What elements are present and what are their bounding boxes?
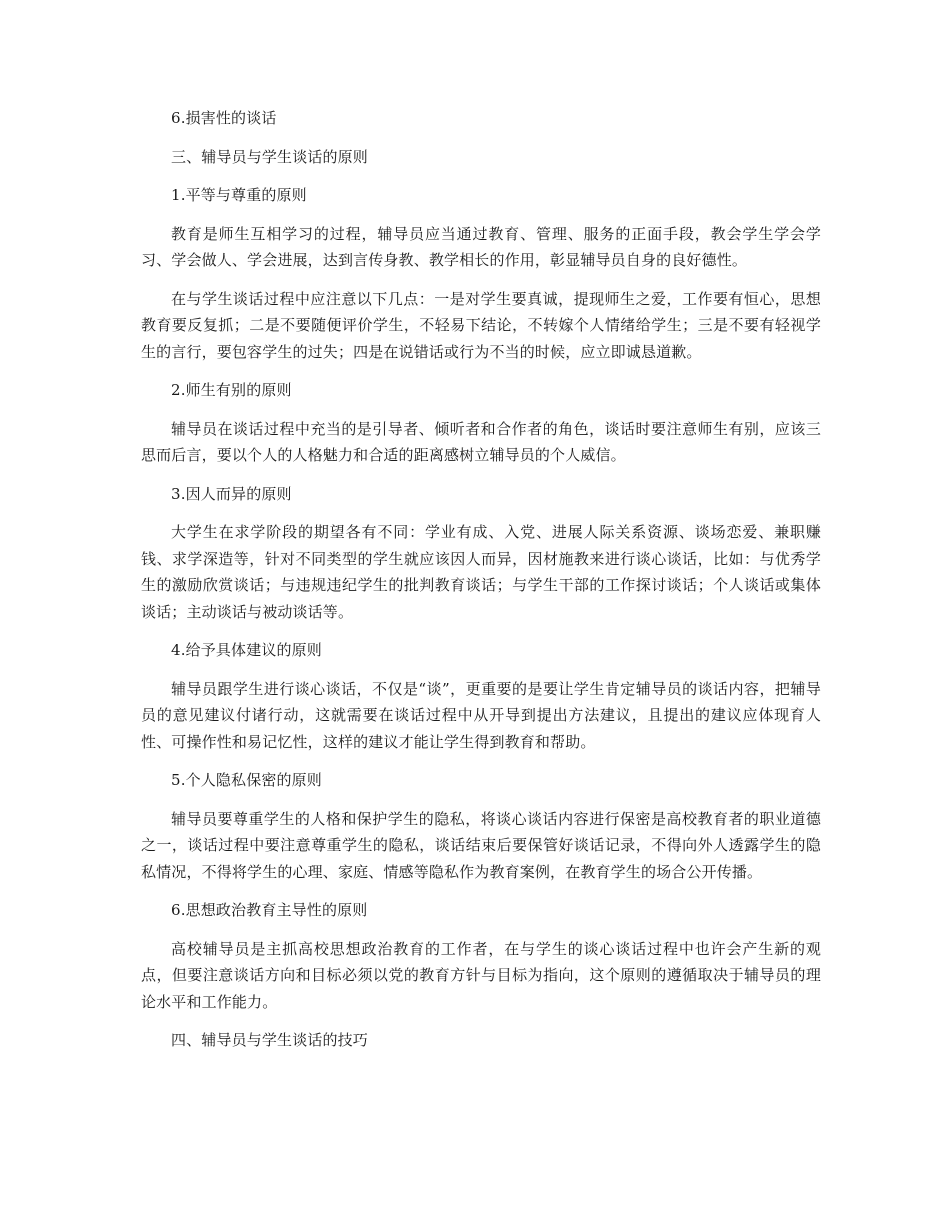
document-page	[141, 105, 821, 1066]
paragraph: 大学生在求学阶段的期望各有不同：学业有成、入党、进展人际关系资源、谈场恋爱、兼职赚钱、求学深造等，针对不同类型的学生就应该因人而异，因材施教来进行谈心谈话，比如：与优秀学生的激励欣赏谈话；与违规违纪学生的批判教育谈话；与学生干部的工作探讨谈话；个人谈话或集体谈话；主动谈话与被动谈话等。	[141, 523, 821, 621]
section-heading: 3.因人而异的原则	[171, 484, 292, 503]
paragraph: 辅导员跟学生进行谈心谈话，不仅是“谈”，更重要的是要让学生肯定辅导员的谈话内容，把辅导员的意见建议付诸行动，这就需要在谈话过程中从开导到提出方法建议，且提出的建议应体现育人性、可操作性和易记忆性，这样的建议才能让学生得到教育和帮助。	[141, 679, 821, 751]
section-heading: 6.损害性的谈话	[171, 109, 277, 127]
section-heading: 5.个人隐私保密的原则	[171, 771, 322, 789]
section-heading: 三、辅导员与学生谈话的原则	[171, 147, 368, 166]
section-heading: 4.给予具体建议的原则	[171, 641, 322, 659]
section-heading: 四、辅导员与学生谈话的技巧	[171, 1031, 368, 1049]
section-heading: 6.思想政治教育主导性的原则	[171, 901, 368, 919]
paragraph: 在与学生谈话过程中应注意以下几点：一是对学生要真诚，提现师生之爱，工作要有恒心，思想教育要反复抓；二是不要随便评价学生，不轻易下结论，不转嫁个人情绪给学生；三是不要有轻视学生的言行，要包容学生的过失；四是在说错话或行为不当的时候，应立即诚恳道歉。	[141, 289, 821, 361]
section-heading: 1.平等与尊重的原则	[171, 186, 307, 204]
paragraph: 辅导员要尊重学生的人格和保护学生的隐私，将谈心谈话内容进行保密是高校教育者的职业道德之一，谈话过程中要注意尊重学生的隐私，谈话结束后要保管好谈话记录，不得向外人透露学生的隐私情况，不得将学生的心理、家庭、情感等隐私作为教育案例，在教育学生的场合公开传播。	[141, 809, 821, 881]
section-heading: 2.师生有别的原则	[171, 381, 292, 399]
paragraph: 辅导员在谈话过程中充当的是引导者、倾听者和合作者的角色，谈话时要注意师生有别，应该三思而后言，要以个人的人格魅力和合适的距离感树立辅导员的个人威信。	[141, 419, 821, 464]
paragraph: 高校辅导员是主抓高校思想政治教育的工作者，在与学生的谈心谈话过程中也许会产生新的观点，但要注意谈话方向和目标必须以党的教育方针与目标为指向，这个原则的遵循取决于辅导员的理论水平和工作能力。	[141, 939, 821, 1011]
paragraph: 教育是师生互相学习的过程，辅导员应当通过教育、管理、服务的正面手段，教会学生学会学习、学会做人、学会进展，达到言传身教、教学相长的作用，彰显辅导员自身的良好德性。	[141, 224, 821, 269]
